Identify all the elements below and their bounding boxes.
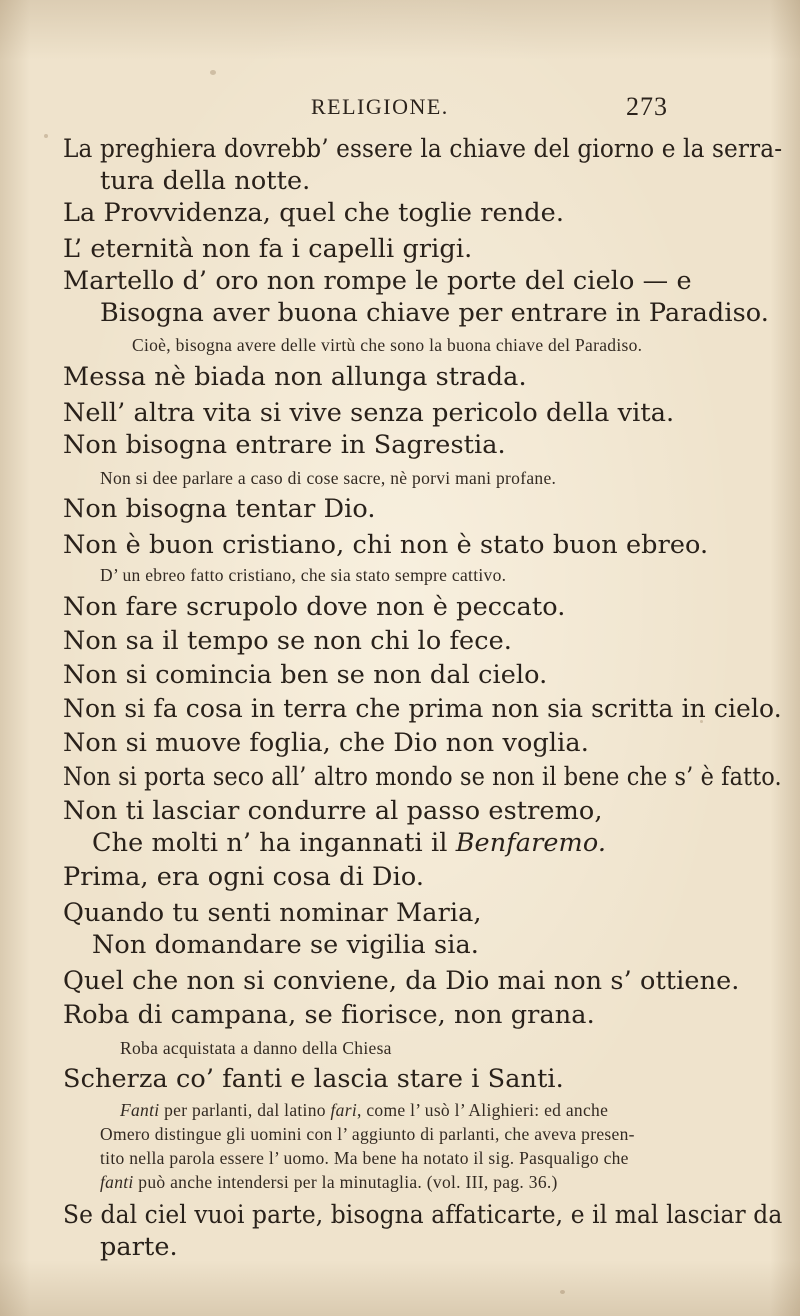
note-text: , come l’ usò l’ Alighieri: ed anche [356,1100,609,1120]
proverb-continuation: Non domandare se vigilia sia. [92,930,479,960]
proverb-line: Non si muove foglia, che Dio non voglia. [63,728,589,758]
proverb-text: Che molti n’ ha ingannati il [92,828,448,858]
running-head: RELIGIONE. [311,94,449,119]
proverb-line: La preghiera dovrebb’ essere la chiave del giorno e la serra- [63,134,783,164]
paper-speck [700,720,703,723]
proverb-line: Quando tu senti nominar Maria, [63,898,482,928]
proverb-line: Martello d’ oro non rompe le porte del cielo — e [63,266,692,296]
proverb-note [100,1172,558,1193]
proverb-line: Non bisogna entrare in Sagrestia. [63,430,506,460]
proverb-line: Se dal ciel vuoi parte, bisogna affaticarte, e il mal lasciar da [63,1200,783,1230]
proverb-continuation [92,828,606,858]
note-emphasis: fari [330,1100,357,1120]
note-emphasis: Fanti [120,1100,160,1120]
proverb-line: Messa nè biada non allunga strada. [63,362,527,392]
proverb-line: Scherza co’ fanti e lascia stare i Santi. [63,1064,564,1094]
proverb-line: L’ eternità non fa i capelli grigi. [63,234,473,264]
note-text: può anche intendersi per la minutaglia. (vol. III, pag. 36.) [133,1172,558,1192]
proverb-note [120,1100,608,1121]
proverb-note: tito nella parola essere l’ uomo. Ma bene ha notato il sig. Pasqualigo che [100,1148,629,1168]
paper-speck [44,134,48,138]
paper-speck [210,70,216,75]
proverb-line: Non si comincia ben se non dal cielo. [63,660,548,690]
proverb-line: Prima, era ogni cosa di Dio. [63,862,425,892]
proverb-line: La Provvidenza, quel che toglie rende. [63,198,565,228]
proverb-continuation: tura della notte. [100,166,311,196]
proverb-line: Non si porta seco all’ altro mondo se non il bene che s’ è fatto. [63,762,782,792]
proverb-line: Non ti lasciar condurre al passo estremo, [63,796,603,826]
note-emphasis: fanti [100,1172,134,1192]
proverb-line: Quel che non si conviene, da Dio mai non s’ ottiene. [63,966,740,996]
proverb-note: Roba acquistata a danno della Chiesa [120,1038,392,1058]
proverb-note: D’ un ebreo fatto cristiano, che sia stato sempre cattivo. [100,565,507,585]
proverb-note: Non si dee parlare a caso di cose sacre, nè porvi mani profane. [100,468,557,488]
proverb-line: Non si fa cosa in terra che prima non sia scritta in cielo. [63,694,782,724]
proverb-emphasis: Benfaremo. [455,828,607,858]
page-header [0,92,800,126]
proverb-note: Cioè, bisogna avere delle virtù che sono la buona chiave del Paradiso. [132,335,643,355]
proverb-continuation: parte. [100,1232,178,1262]
proverb-line: Non bisogna tentar Dio. [63,494,376,524]
page-number: 273 [626,92,668,121]
proverb-line: Non è buon cristiano, chi non è stato buon ebreo. [63,530,709,560]
proverb-line: Non fare scrupolo dove non è peccato. [63,592,566,622]
proverb-note: Omero distingue gli uomini con l’ aggiunto di parlanti, che aveva presen- [100,1124,635,1144]
proverb-line: Non sa il tempo se non chi lo fece. [63,626,512,656]
proverb-continuation: Bisogna aver buona chiave per entrare in Paradiso. [100,298,769,328]
note-text: per parlanti, dal latino [159,1100,331,1120]
paper-speck [560,1290,565,1294]
proverb-line: Nell’ altra vita si vive senza pericolo della vita. [63,398,675,428]
proverb-line: Roba di campana, se fiorisce, non grana. [63,1000,595,1030]
